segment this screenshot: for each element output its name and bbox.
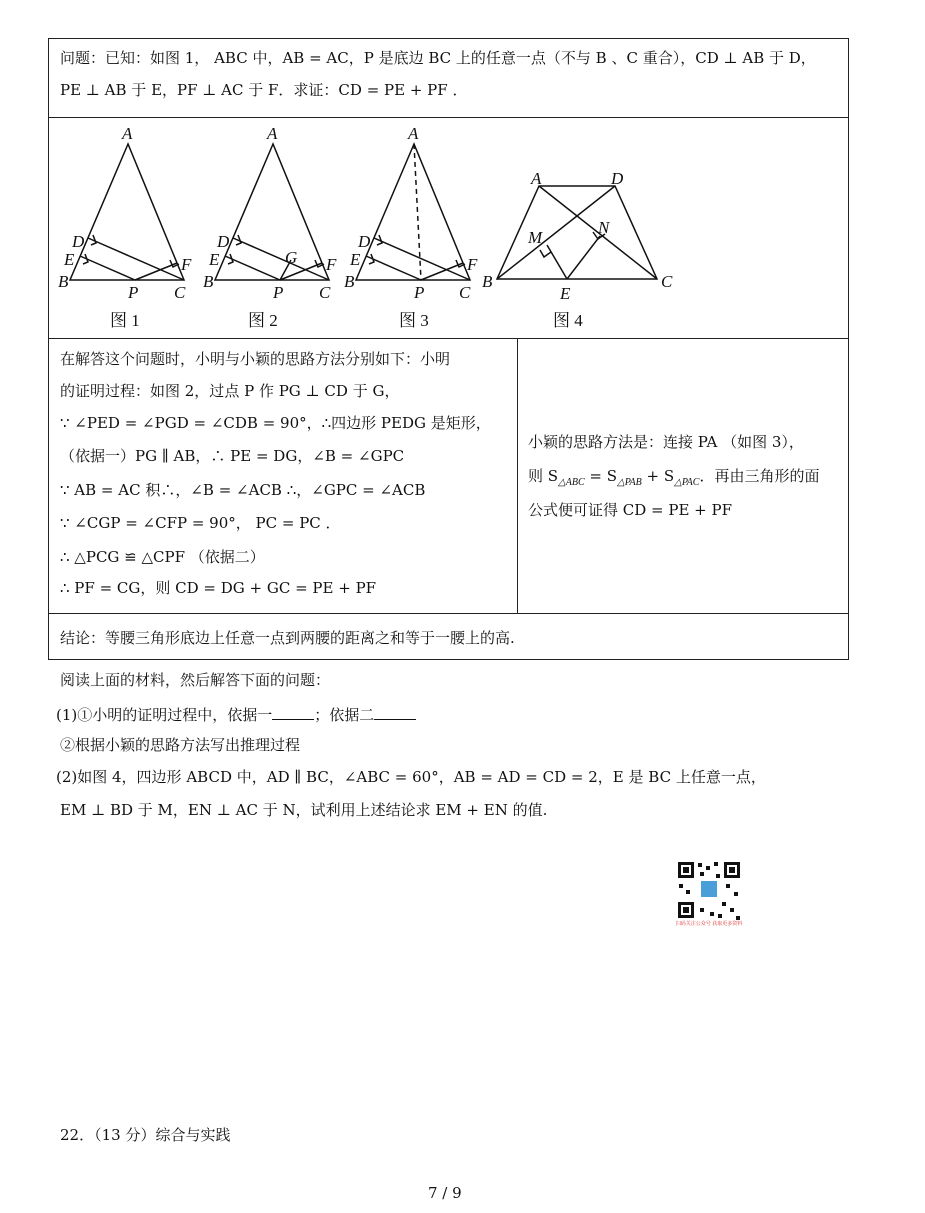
fig4-label-a: A	[531, 169, 542, 188]
fig2-label-b: B	[203, 272, 214, 291]
q1-part-1: (1)①小明的证明过程中，依据一	[56, 706, 273, 724]
xiaoying-l2-sub3: △PAC	[674, 477, 700, 488]
page-number: 7 / 9	[428, 1184, 462, 1202]
qr-code	[676, 860, 742, 920]
fig2-label-c: C	[319, 283, 331, 302]
fig2-label-g: G	[285, 248, 298, 267]
fig2-label-p: P	[273, 283, 284, 302]
problem-line-1: 问题：已知：如图 1， ABC 中，AB = AC，P 是底边 BC 上的任意一点（不与 B 、C 重合），CD ⊥ AB 于 D，	[60, 49, 816, 67]
xiaoying-l2c: + S	[641, 467, 675, 485]
figure-2	[215, 144, 329, 280]
xiaoming-line-8: ∴ PF = CG，则 CD = DG + GC = PE + PF	[60, 579, 377, 597]
xiaoying-line-3: 公式便可证得 CD = PE + PF	[528, 501, 733, 519]
conclusion-text: 结论：等腰三角形底边上任意一点到两腰的距离之和等于一腰上的高.	[60, 629, 515, 647]
xiaoming-box	[48, 338, 518, 614]
fig3-label-a: A	[408, 124, 419, 143]
fig3-label-e: E	[350, 250, 361, 269]
fig1-label-e: E	[64, 250, 75, 269]
question-22-heading: 22．（13 分）综合与实践	[60, 1126, 231, 1144]
q1-part-2: ；依据二	[314, 706, 375, 724]
fig1-label-p: P	[128, 283, 139, 302]
caption-fig1: 图 1	[110, 311, 140, 330]
fig3-label-f: F	[467, 255, 478, 274]
xiaoying-l2-sub2: △PAB	[617, 477, 642, 488]
fig4-label-m: M	[528, 228, 543, 247]
fig4-label-b: B	[482, 272, 493, 291]
fig4-label-n: N	[598, 218, 610, 237]
fig1-label-c: C	[174, 283, 186, 302]
caption-fig3: 图 3	[399, 311, 429, 330]
qr-caption: 扫码关注公众号 获取更多资料	[675, 921, 743, 927]
xiaoming-line-5: ∵ AB = AC 积∴，∠B = ∠ACB ∴，∠GPC = ∠ACB	[60, 481, 426, 499]
fig2-label-a: A	[267, 124, 278, 143]
fig1-label-a: A	[122, 124, 133, 143]
fig1-label-d: D	[72, 232, 85, 251]
fig4-label-e: E	[560, 284, 571, 303]
xiaoming-line-4: （依据一）PG ∥ AB，∴ PE = DG，∠B = ∠GPC	[60, 447, 405, 465]
question-1b: ②根据小颖的思路方法写出推理过程	[60, 736, 301, 754]
xiaoming-line-7: ∴ △PCG ≌ △CPF （依据二）	[60, 548, 265, 566]
q1-blank-2[interactable]	[374, 705, 416, 720]
fig3-label-c: C	[459, 283, 471, 302]
xiaoying-l2d: ．再由三角形的面	[699, 467, 820, 485]
xiaoying-l2b: = S	[584, 467, 618, 485]
fig3-label-b: B	[344, 272, 355, 291]
xiaoying-line-2	[528, 466, 819, 493]
xiaoying-l2-sub1: △ABC	[558, 477, 585, 488]
xiaoming-line-6: ∵ ∠CGP = ∠CFP = 90°， PC = PC ．	[60, 514, 341, 532]
fig1-label-f: F	[181, 255, 192, 274]
xiaoying-l2a: 则 S	[528, 467, 559, 485]
question-2a: (2)如图 4，四边形 ABCD 中，AD ∥ BC，∠ABC = 60°，AB = AD = CD = 2，E 是 BC 上任意一点，	[56, 768, 766, 786]
questions-intro: 阅读上面的材料，然后解答下面的问题：	[60, 671, 331, 689]
fig2-label-d: D	[217, 232, 230, 251]
xiaoying-line-1: 小颖的思路方法是：连接 PA （如图 3），	[528, 433, 804, 451]
fig2-label-e: E	[209, 250, 220, 269]
question-1a	[56, 705, 416, 725]
fig2-label-f: F	[326, 255, 337, 274]
fig3-label-p: P	[414, 283, 425, 302]
xiaoming-line-1: 在解答这个问题时，小明与小颖的思路方法分别如下：小明	[60, 350, 451, 368]
q1-blank-1[interactable]	[272, 705, 314, 720]
fig4-label-d: D	[611, 169, 624, 188]
fig4-label-c: C	[661, 272, 673, 291]
problem-line-2: PE ⊥ AB 于 E，PF ⊥ AC 于 F．求证：CD = PE + PF ．	[60, 81, 468, 99]
question-2b: EM ⊥ BD 于 M，EN ⊥ AC 于 N，试利用上述结论求 EM + EN 的值.	[60, 801, 548, 819]
fig3-label-d: D	[358, 232, 371, 251]
figures-svg	[48, 117, 849, 339]
caption-fig2: 图 2	[248, 311, 278, 330]
figure-3	[356, 144, 470, 280]
fig1-label-b: B	[58, 272, 69, 291]
caption-fig4: 图 4	[553, 311, 583, 330]
xiaoming-line-2: 的证明过程：如图 2，过点 P 作 PG ⊥ CD 于 G，	[60, 382, 400, 400]
figure-1	[70, 144, 184, 280]
xiaoming-line-3: ∵ ∠PED = ∠PGD = ∠CDB = 90°，∴四边形 PEDG 是矩形，	[60, 414, 491, 432]
figure-4	[497, 186, 657, 279]
